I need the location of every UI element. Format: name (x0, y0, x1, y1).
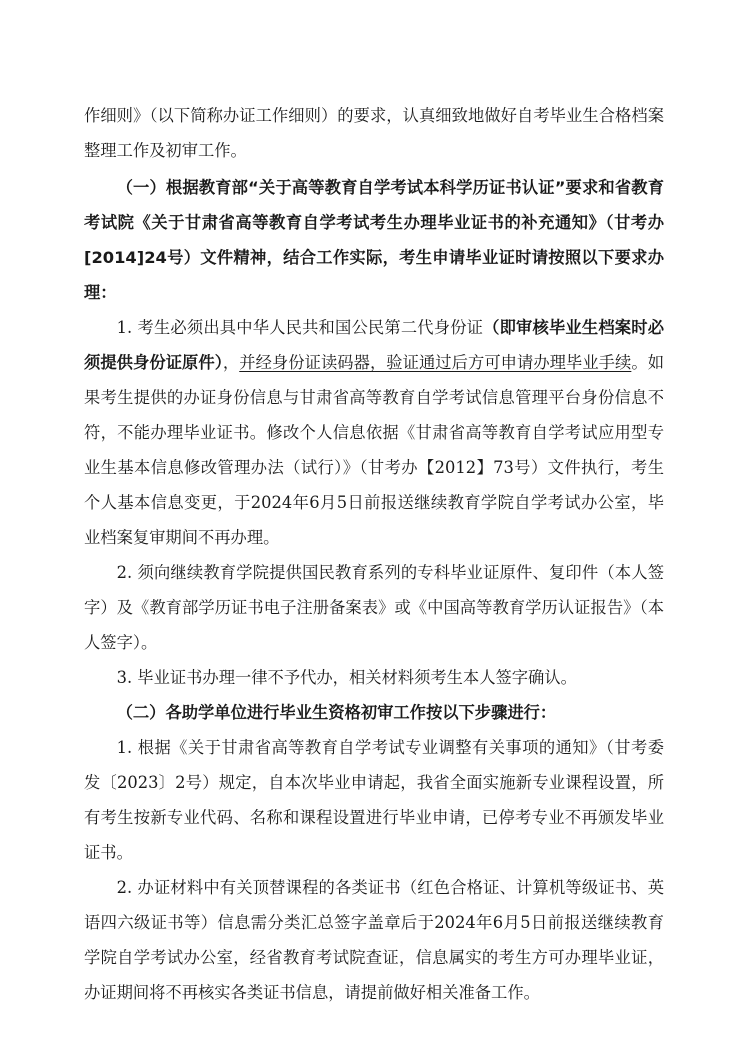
list-item-1-text-e: 。如果考生提供的办证身份信息与甘肃省高等教育自学考试信息管理平台身份信息不符，不能办理毕业证书。修改个人信息依据《甘肃省高等教育自学考试应用型专业生基本信息修改管理办法（试行）》（甘考办【2012】73号）文件执行，考生个人基本信息变更，于2024年6月5日前报送继续教育学院自学考试办公室，毕业档案复审期间不再办理。 (84, 353, 664, 547)
list-item-3: 3. 毕业证书办理一律不予代办，相关材料须考生本人签字确认。 (116, 668, 577, 687)
section-heading-one: （一）根据教育部“关于高等教育自学考试本科学历证书认证”要求和省教育考试院《关于甘肃省高等教育自学考试考生办理毕业证书的补充通知》（甘考办[2014]24号）文件精神，结合工作实际，考生申请毕业证时请按照以下要求办理： (84, 178, 664, 302)
list-item-1-underlined: 并经身份证读码器，验证通过后方可申请办理毕业手续 (239, 353, 632, 372)
list-item-1-bold-note: （即审核毕业生档案时必须提供身份证原件） (84, 318, 664, 372)
list-item-1-text-a: 1. 考生必须出具中华人民共和国公民第二代身份证 (116, 318, 484, 337)
list-item-2: 2. 须向继续教育学院提供国民教育系列的专科毕业证原件、复印件（本人签字）及《教育部学历证书电子注册备案表》或《中国高等教育学历认证报告》（本人签字）。 (84, 563, 664, 652)
list-item-1 (84, 310, 664, 555)
paragraph-continuation: 作细则》（以下简称办证工作细则）的要求，认真细致地做好自考毕业生合格档案整理工作及初审工作。 (84, 106, 664, 160)
step-item-2: 2. 办证材料中有关顶替课程的各类证书（红色合格证、计算机等级证书、英语四六级证书等）信息需分类汇总签字盖章后于2024年6月5日前报送继续教育学院自学考试办公室，经省教育考试院查证，信息属实的考生方可办理毕业证，办证期间将不再核实各类证书信息，请提前做好相关准备工作。 (84, 878, 664, 1002)
section-heading-two: （二）各助学单位进行毕业生资格初审工作按以下步骤进行： (116, 703, 557, 722)
list-item-1-comma: ， (222, 353, 240, 372)
step-item-1: 1. 根据《关于甘肃省高等教育自学考试专业调整有关事项的通知》（甘考委发〔2023〕2号）规定，自本次毕业申请起，我省全面实施新专业课程设置，所有考生按新专业代码、名称和课程设置进行毕业申请，已停考专业不再颁发毕业证书。 (84, 738, 664, 862)
